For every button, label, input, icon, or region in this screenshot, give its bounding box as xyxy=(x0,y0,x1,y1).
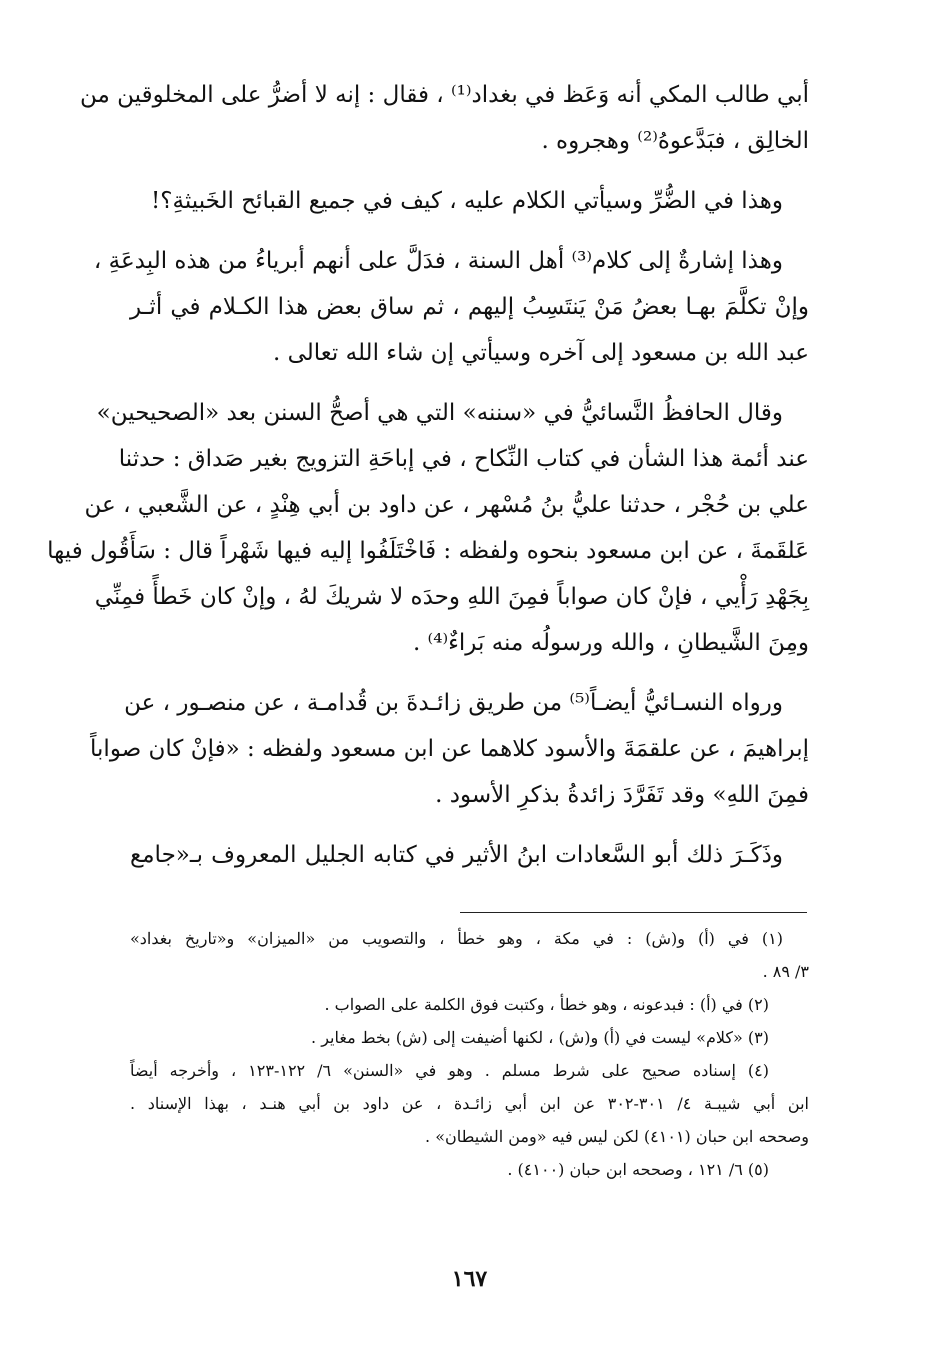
text-line: وقال الحافظُ النَّسائيُّ في «سننه» التي هي أصحُّ السنن بعد «الصحيحين» xyxy=(96,400,783,426)
text-line: وهذا إشارةٌ إلى كلام⁽³⁾ أهل السنة ، فدَلَّ على أنهم أبرياءُ من هذه البِدعَةِ ، xyxy=(93,248,783,274)
text-line: ومِنَ الشَّيطانِ ، والله ورسولُه منه بَراءٌ⁽⁴⁾ . xyxy=(412,630,809,656)
footnote-line: ٣/ ٨٩ . xyxy=(762,962,809,981)
footnote-line: (٢) في (أ) : فبدعونه ، وهو خطأ ، وكتبت فوق الكلمة على الصواب . xyxy=(324,995,769,1014)
text-line: أبي طالب المكي أنه وَعَظ في بغداد⁽¹⁾ ، فقال : إنه لا أضرُّ على المخلوقين من xyxy=(80,82,809,108)
text-line: علي بن حُجْر ، حدثنا عليُّ بنُ مُسْهر ، عن داود بن أبي هِنْدٍ ، عن الشَّعبي ، عن xyxy=(84,492,809,518)
text-line: عند أئمة هذا الشأن في كتاب النِّكاح ، في إباحَةِ التزويج بغير صَداق : حدثنا xyxy=(118,446,809,472)
footnote-line: وصححه ابن حبان (٤١٠١) لكن ليس فيه «ومن الشيطان» . xyxy=(425,1127,809,1146)
text-line: بِجَهْدِ رَأْيي ، فإنْ كان صواباً فمِنَ اللهِ وحدَه لا شريكَ لهُ ، وإنْ كان خَطأً فمِنِّي xyxy=(94,584,809,610)
text-line: عبد الله بن مسعود إلى آخره وسيأتي إن شاء الله تعالى . xyxy=(273,340,809,366)
page-number: ١٦٧ xyxy=(451,1266,488,1292)
footnote-line: (٥) ٦/ ١٢١ ، وصححه ابن حبان (٤١٠٠) . xyxy=(507,1160,769,1179)
text-line: فمِنَ اللهِ» وقد تَفَرَّدَ زائدةُ بذكرِ الأسود . xyxy=(435,782,809,808)
text-line: ورواه النسـائيُّ أيضـاً⁽⁵⁾ من طريق زائـدةَ بن قُدامـة ، عن منصـور ، عن xyxy=(124,690,783,716)
text-line: وهذا في الضُّرِّ وسيأتي الكلام عليه ، كيف في جميع القبائح الخَبيثةِ؟! xyxy=(151,188,783,214)
footnote-line: (٣) «كلام» ليست في (أ) و(ش) ، لكنها أضيفت إلى (ش) بخط مغاير . xyxy=(311,1028,769,1047)
footnote-line: (٤) إسناده صحيح على شرط مسلم . وهو في «السنن» ٦/ ١٢٢-١٢٣ ، وأخرجه أيضاً xyxy=(130,1061,769,1080)
text-line: وذَكَـرَ ذلك أبو السَّعادات ابنُ الأثير في كتابه الجليل المعروف بـ«جامع xyxy=(130,842,783,868)
footnote-line: (١) في (أ) و(ش) : في مكة ، وهو خطأ ، والتصويب من «الميزان» و«تاريخ بغداد» xyxy=(130,929,783,948)
main-text xyxy=(47,72,810,878)
text-line: عَلقَمةَ ، عن ابن مسعود بنحوه ولفظه : فَاخْتَلَفُوا إليه فيها شَهْراً قال : سَأَقُول فيها xyxy=(47,538,809,564)
footnotes xyxy=(130,922,809,1186)
footnote-line: ابن أبي شيبـة ٤/ ٣٠١-٣٠٢ عن ابن أبي زائـدة ، عن داود بن أبي هنـد ، بهذا الإسناد . xyxy=(130,1094,809,1113)
text-line: إبراهيمَ ، عن علقمَةَ والأسود كلاهما عن ابن مسعود ولفظه : «فإنْ كان صواباً xyxy=(90,736,809,762)
text-line: وإنْ تكلَّمَ بهـا بعضُ مَنْ يَنتَسِبُ إليهم ، ثم ساق بعض هذا الكـلام في أثـر xyxy=(130,294,810,320)
footnote-separator xyxy=(460,912,807,913)
text-line: الخالِق ، فبَدَّعوهُ⁽²⁾ وهجروه . xyxy=(541,128,809,154)
